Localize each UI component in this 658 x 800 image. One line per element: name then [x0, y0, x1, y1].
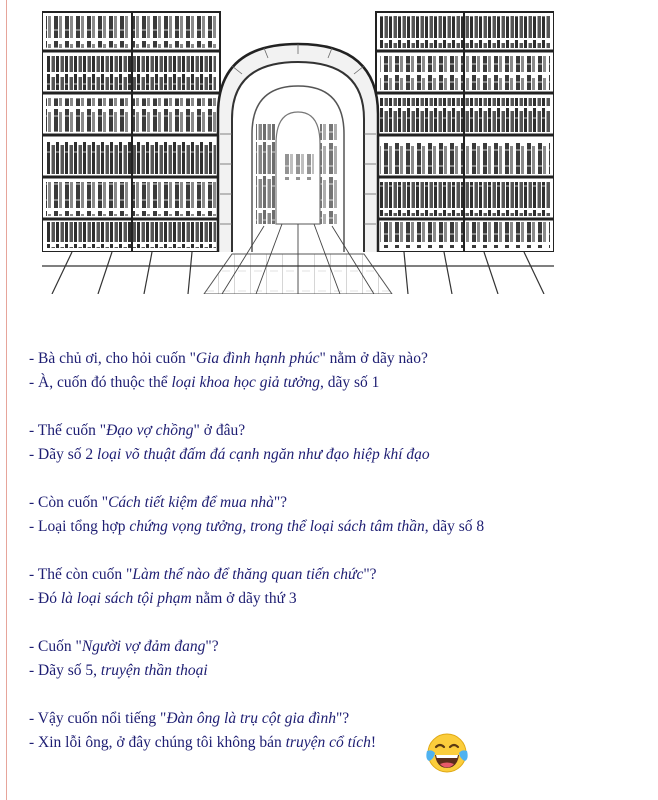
book-title-italic: loại khoa học giả tưởng [171, 374, 320, 391]
dialogue-line [29, 347, 629, 371]
book-title-italic: truyện thần thoại [100, 662, 208, 679]
line-gap [29, 683, 629, 707]
line-gap [29, 395, 629, 419]
tears-of-joy-emoji-icon [424, 731, 470, 777]
dialogue-text [29, 347, 629, 755]
dialogue-line [29, 443, 629, 467]
dialogue-text-segment: - Loại tổng hợp [29, 518, 130, 535]
dialogue-line [29, 491, 629, 515]
dialogue-line [29, 515, 629, 539]
book-title-italic: loại võ thuật đấm đá cạnh ngăn như đạo hiệp khí đạo [97, 446, 430, 463]
dialogue-line [29, 731, 629, 755]
dialogue-text-segment: - Dãy số 2 [29, 446, 98, 463]
dialogue-text-segment: , dãy số 8 [424, 518, 485, 535]
dialogue-text-segment: - Cuốn " [29, 638, 82, 655]
dialogue-text-segment: " ở đâu? [193, 422, 246, 439]
dialogue-text-segment: "? [273, 494, 288, 511]
dialogue-line [29, 707, 629, 731]
library-archway-illustration [42, 4, 554, 294]
book-title-italic: Cách tiết kiệm để mua nhà [108, 494, 274, 511]
dialogue-line [29, 659, 629, 683]
dialogue-text-segment: - Bà chủ ơi, cho hỏi cuốn " [29, 350, 196, 367]
dialogue-text-segment: - Thế cuốn " [29, 422, 107, 439]
dialogue-text-segment: nằm ở dãy thứ 3 [191, 590, 297, 607]
dialogue-text-segment: , dãy số 1 [319, 374, 380, 391]
line-gap [29, 539, 629, 563]
book-title-italic: Đàn ông là trụ cột gia đình [166, 710, 336, 727]
dialogue-text-segment: " nằm ở dãy nào? [319, 350, 428, 367]
dialogue-text-segment: "? [335, 710, 350, 727]
dialogue-text-segment: - Vậy cuốn nổi tiếng " [29, 710, 167, 727]
book-title-italic: Người vợ đảm đang [81, 638, 206, 655]
dialogue-line [29, 635, 629, 659]
book-title-italic: chứng vọng tưởng, trong thể loại sách tâm thần [129, 518, 425, 535]
dialogue-line [29, 587, 629, 611]
line-gap [29, 611, 629, 635]
dialogue-line [29, 371, 629, 395]
left-margin-rule [6, 0, 7, 800]
book-title-italic: là loại sách tội phạm [60, 590, 192, 607]
line-gap [29, 467, 629, 491]
dialogue-line [29, 419, 629, 443]
dialogue-text-segment: - Dãy số 5, [29, 662, 101, 679]
dialogue-text-segment: - Còn cuốn " [29, 494, 109, 511]
book-title-italic: Đạo vợ chồng [106, 422, 194, 439]
dialogue-line [29, 563, 629, 587]
dialogue-text-segment: - Đó [29, 590, 61, 607]
dialogue-text-segment: - À, cuốn đó thuộc thể [29, 374, 172, 391]
book-title-italic: truyện cổ tích [285, 734, 371, 751]
book-title-italic: Gia đình hạnh phúc [195, 350, 320, 367]
book-title-italic: Làm thế nào để thăng quan tiến chức [132, 566, 364, 583]
dialogue-text-segment: ! [370, 734, 377, 751]
dialogue-text-segment: "? [205, 638, 219, 655]
dialogue-text-segment: "? [363, 566, 377, 583]
dialogue-text-segment: - Xin lỗi ông, ở đây chúng tôi không bán [29, 734, 286, 751]
dialogue-text-segment: - Thế còn cuốn " [29, 566, 133, 583]
